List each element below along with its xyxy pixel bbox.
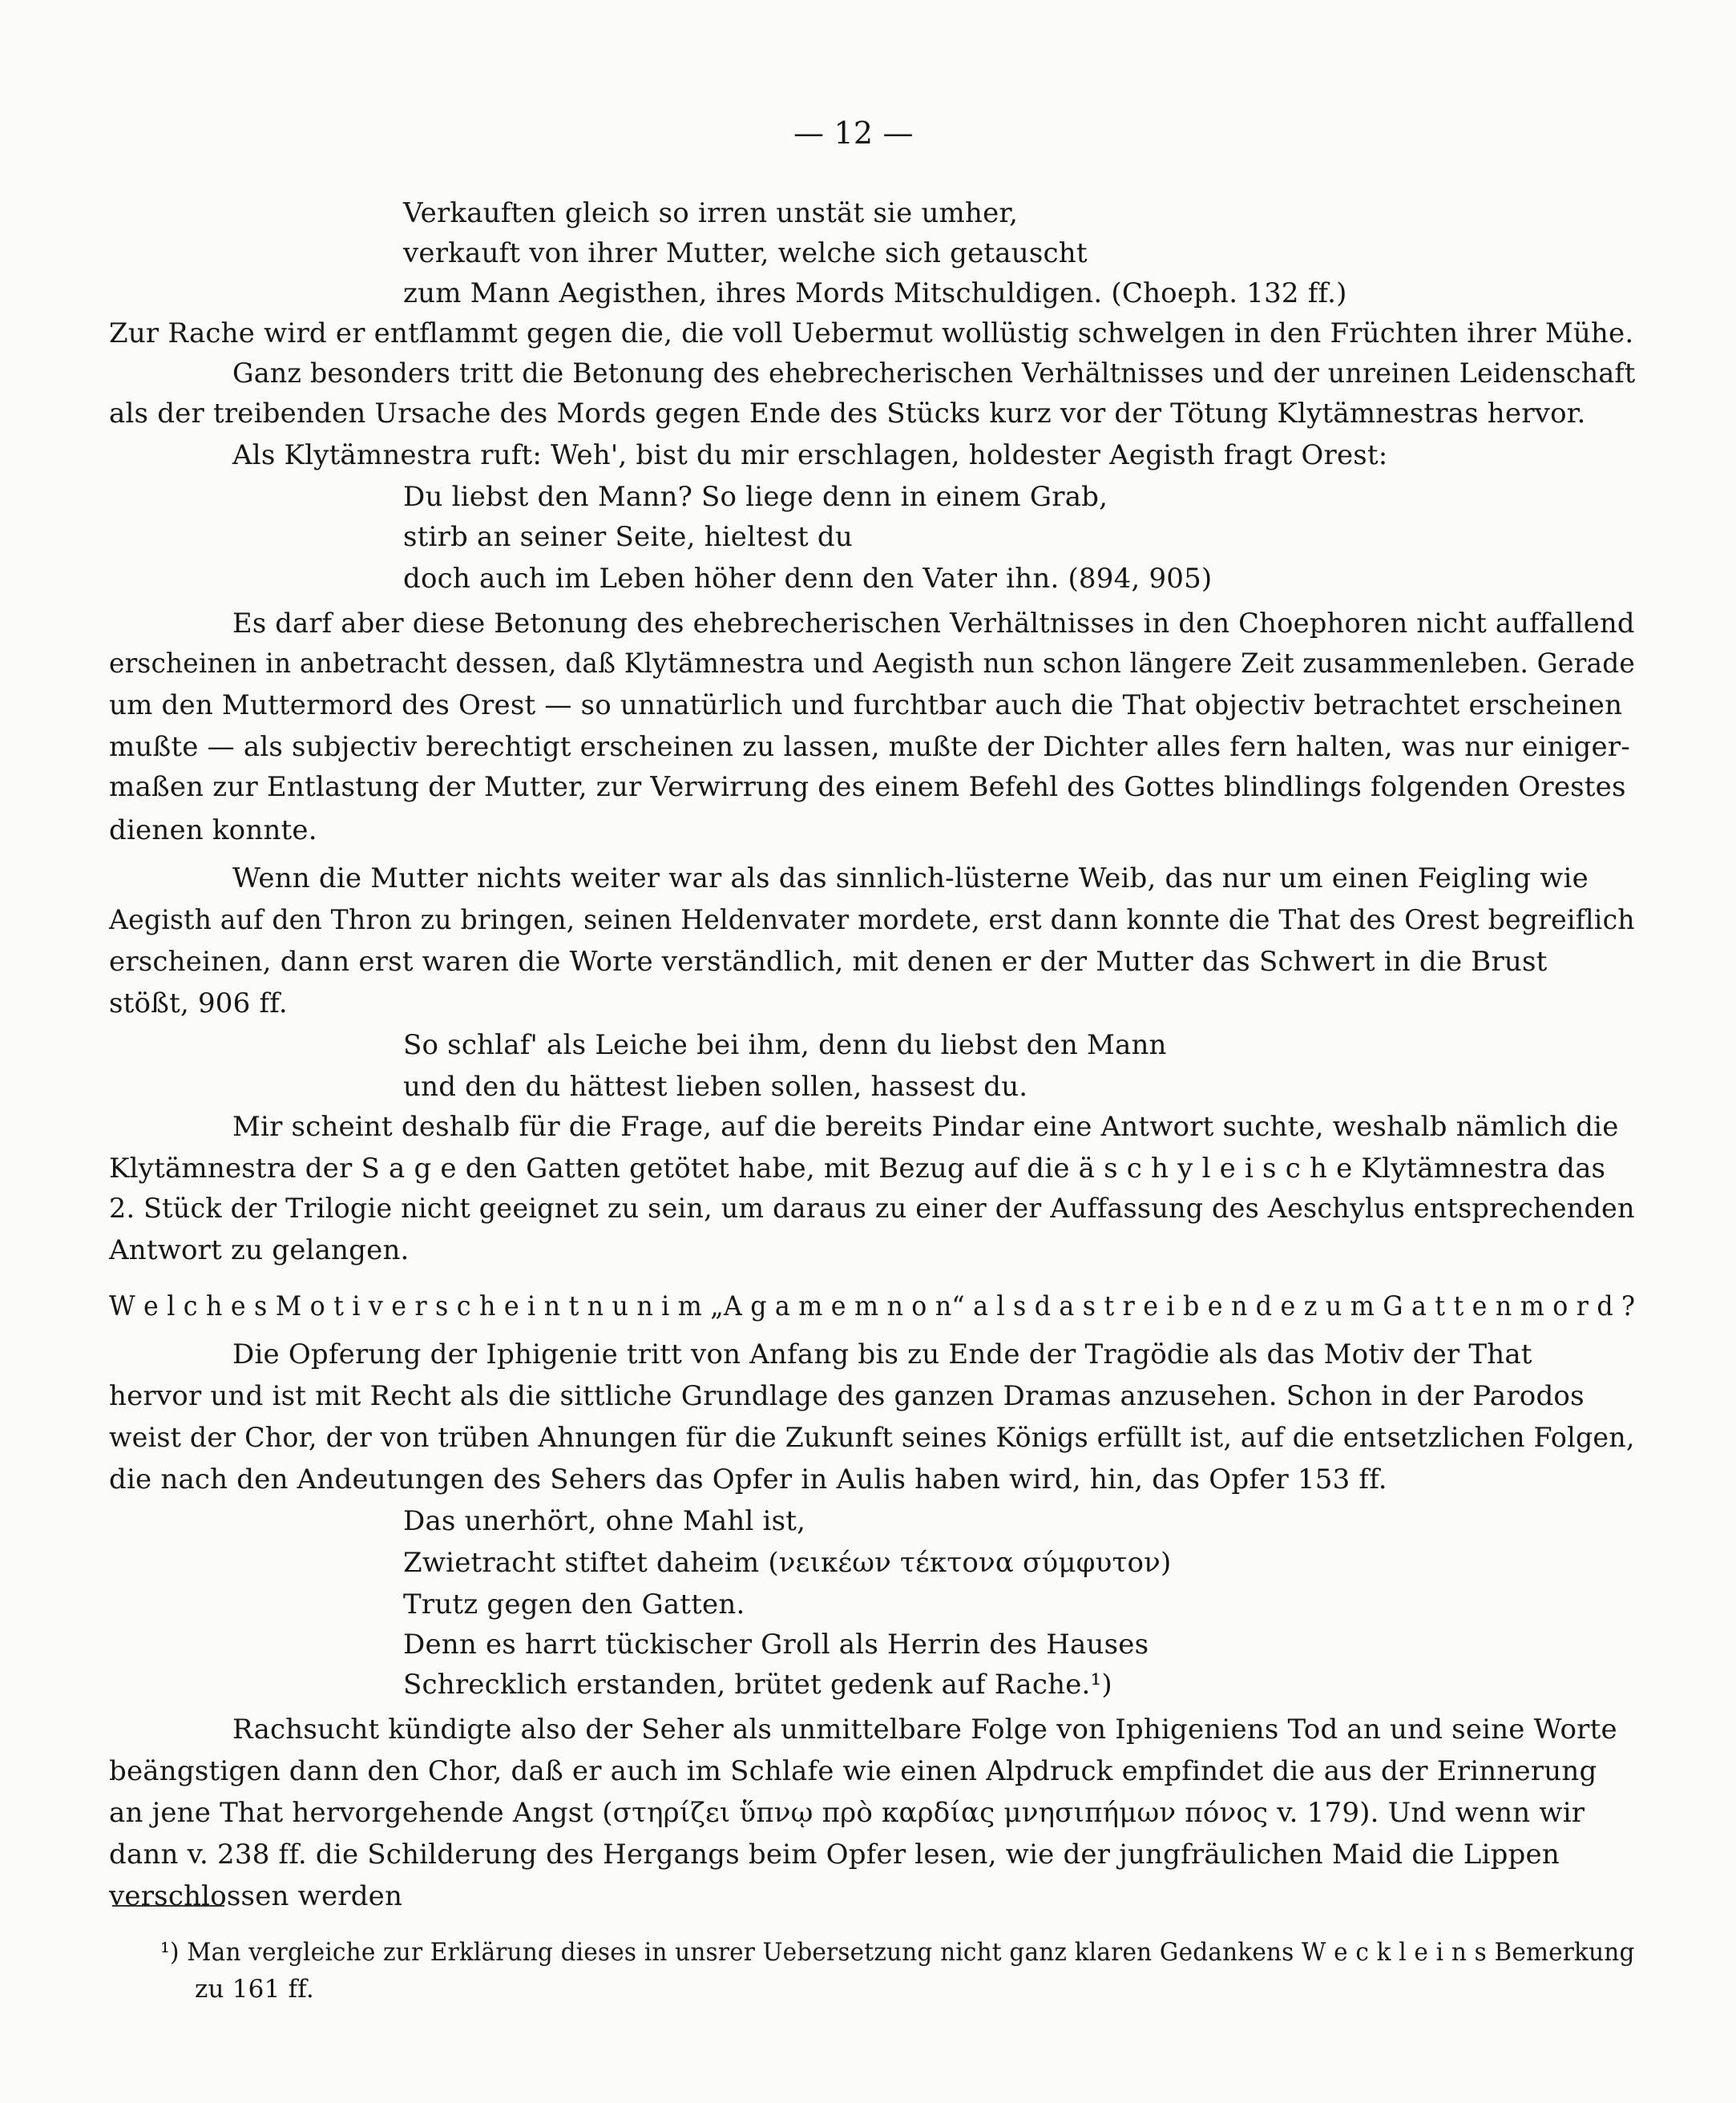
verse-line: So schlaf' als Leiche bei ihm, denn du liebst den Mann — [403, 1029, 1167, 1061]
text-line: Es darf aber diese Betonung des ehebrecherischen Verhältnisses in den Choephoren nicht auffallend — [232, 607, 1635, 640]
verse-line: Du liebst den Mann? So liege denn in einem Grab, — [403, 481, 1108, 513]
verse-line: doch auch im Leben höher denn den Vater ihn. (894, 905) — [403, 563, 1213, 595]
verse-line: und den du hättest lieben sollen, hassest du. — [403, 1071, 1028, 1103]
verse-line: Schrecklich erstanden, brütet gedenk auf Rache.¹) — [403, 1669, 1112, 1701]
text-line: hervor und ist mit Recht als die sittliche Grundlage des ganzen Dramas anzusehen. Schon in der Parodos — [109, 1380, 1585, 1412]
text-line: Rachsucht kündigte also der Seher als unmittelbare Folge von Iphigeniens Tod an und seine Worte — [232, 1713, 1617, 1746]
verse-line: Trutz gegen den Gatten. — [403, 1588, 745, 1621]
page-number: — 12 — — [793, 115, 914, 151]
verse-line: stirb an seiner Seite, hieltest du — [403, 521, 853, 553]
text-line: maßen zur Entlastung der Mutter, zur Verwirrung des einem Befehl des Gottes blindlings folgenden Orestes — [109, 771, 1626, 803]
text-line: Ganz besonders tritt die Betonung des ehebrecherischen Verhältnisses und der unreinen Leidenschaft — [232, 357, 1636, 390]
text-line: Als Klytämnestra ruft: Weh', bist du mir erschlagen, holdester Aegisth fragt Orest: — [232, 439, 1388, 471]
text-line: Klytämnestra der S a g e den Gatten getötet habe, mit Bezug auf die ä s c h y l e i s c h e Klytämnestra das — [109, 1152, 1606, 1185]
footnote-rule — [112, 1905, 224, 1907]
text-line: um den Muttermord des Orest — so unnatürlich und furchtbar auch die That objectiv betrachtet erscheinen — [109, 689, 1623, 721]
text-line: Wenn die Mutter nichts weiter war als das sinnlich-lüsterne Weib, das nur um einen Feigling wie — [232, 862, 1589, 894]
text-line: dann v. 238 ff. die Schilderung des Hergangs beim Opfer lesen, wie der jungfräulichen Maid die Lippen — [109, 1839, 1560, 1871]
text-line: Zur Rache wird er entflammt gegen die, die voll Uebermut wollüstig schwelgen in den Früchten ihrer Mühe. — [109, 317, 1634, 349]
text-line: an jene That hervorgehende Angst (στηρίζει ὕπνῳ πρὸ καρδίας μνησιπήμων πόνος v. 179). Und wenn wir — [109, 1797, 1585, 1829]
section-heading: W e l c h e s M o t i v e r s c h e i n t n u n i m „A g a m e m n o n“ a l s d a s t r e i b e n d e z u m G a t t e n m o r d ? — [109, 1290, 1636, 1322]
footnote-line: ¹) Man vergleiche zur Erklärung dieses in unsrer Uebersetzung nicht ganz klaren Gedankens W e c k l e i n s Bemerkung — [160, 1938, 1635, 1967]
verse-line: Das unerhört, ohne Mahl ist, — [403, 1505, 806, 1537]
verse-line: Denn es harrt tückischer Groll als Herrin des Hauses — [403, 1629, 1149, 1661]
footnote-line: zu 161 ff. — [195, 1975, 314, 2004]
text-line: verschlossen werden — [109, 1880, 403, 1912]
text-line: Die Opferung der Iphigenie tritt von Anfang bis zu Ende der Tragödie als das Motiv der That — [232, 1338, 1532, 1370]
text-line: die nach den Andeutungen des Sehers das Opfer in Aulis haben wird, hin, das Opfer 153 ff. — [109, 1463, 1387, 1496]
text-line: Mir scheint deshalb für die Frage, auf die bereits Pindar eine Antwort suchte, weshalb nämlich die — [232, 1111, 1619, 1143]
text-line: beängstigen dann den Chor, daß er auch im Schlafe wie einen Alpdruck empfindet die aus der Erinnerung — [109, 1755, 1597, 1787]
text-line: weist der Chor, der von trüben Ahnungen für die Zukunft seines Königs erfüllt ist, auf die entsetzlichen Folgen, — [109, 1422, 1635, 1454]
verse-line: Verkauften gleich so irren unstät sie umher, — [403, 197, 1019, 229]
verse-line: verkauft von ihrer Mutter, welche sich getauscht — [403, 237, 1088, 269]
text-line: Aegisth auf den Thron zu bringen, seinen Heldenvater mordete, erst dann konnte die That des Orest begreiflich — [109, 904, 1635, 936]
text-line: 2. Stück der Trilogie nicht geeignet zu sein, um daraus zu einer der Auffassung des Aeschylus entsprechenden — [109, 1193, 1635, 1225]
text-line: erscheinen in anbetracht dessen, daß Klytämnestra und Aegisth nun schon längere Zeit zusammenleben. Gerade — [109, 648, 1635, 680]
text-line: erscheinen, dann erst waren die Worte verständlich, mit denen er der Mutter das Schwert in die Brust — [109, 946, 1548, 978]
text-line: stößt, 906 ff. — [109, 987, 288, 1019]
text-line: als der treibenden Ursache des Mords gegen Ende des Stücks kurz vor der Tötung Klytämnestras hervor. — [109, 398, 1586, 430]
text-line: mußte — als subjectiv berechtigt erscheinen zu lassen, mußte der Dichter alles fern halten, was nur einiger- — [109, 731, 1630, 763]
verse-line: Zwietracht stiftet daheim (νεικέων τέκτονα σύμφυτον) — [403, 1547, 1172, 1579]
verse-line: zum Mann Aegisthen, ihres Mords Mitschuldigen. (Choeph. 132 ff.) — [403, 277, 1347, 309]
text-line: Antwort zu gelangen. — [109, 1234, 410, 1266]
text-line: dienen konnte. — [109, 814, 317, 846]
